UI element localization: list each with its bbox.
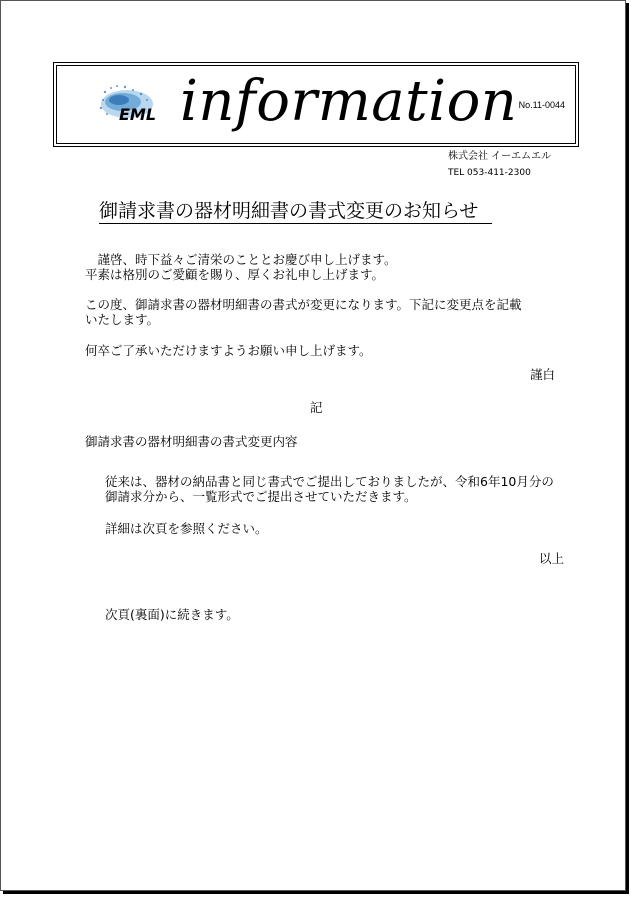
- detail-line-2: 御請求分から、一覧形式でご提出させていただきます。: [105, 489, 417, 504]
- brand-title: information: [180, 69, 518, 134]
- request-text: 何卒ご了承いただけますようお願い申し上げます。: [85, 343, 372, 358]
- notice-line-1: この度、御請求書の器材明細書の書式が変更になります。下記に変更点を記載: [85, 297, 522, 312]
- end-mark: 以上: [539, 551, 565, 566]
- information-banner: [53, 62, 579, 147]
- page-title: 御請求書の器材明細書の書式変更のお知らせ: [99, 199, 492, 224]
- telephone: TEL 053-411-2300: [448, 168, 531, 178]
- closing-salutation: 謹白: [530, 367, 556, 382]
- continued-note: 次頁(裏面)に続きます。: [105, 607, 239, 622]
- notice-line-2: いたします。: [85, 312, 160, 327]
- document-number: No.11-0044: [518, 100, 565, 110]
- eml-logo: [97, 82, 167, 130]
- greeting-line-2: 平素は格別のご愛顧を賜り、厚くお礼申し上げます。: [85, 267, 385, 282]
- logo-text: EML: [119, 105, 157, 124]
- banner-inner-frame: [56, 65, 576, 144]
- detail-line-1: 従来は、器材の納品書と同じ書式でご提出しておりましたが、令和6年10月分の: [105, 474, 554, 489]
- ki-heading: 記: [310, 400, 323, 415]
- detail-note: 詳細は次頁を参照ください。: [105, 521, 268, 536]
- company-name: 株式会社 イーエムエル: [448, 151, 552, 162]
- greeting-line-1: 謹啓、時下益々ご清栄のこととお慶び申し上げます。: [85, 252, 397, 267]
- section-heading: 御請求書の器材明細書の書式変更内容: [85, 434, 298, 449]
